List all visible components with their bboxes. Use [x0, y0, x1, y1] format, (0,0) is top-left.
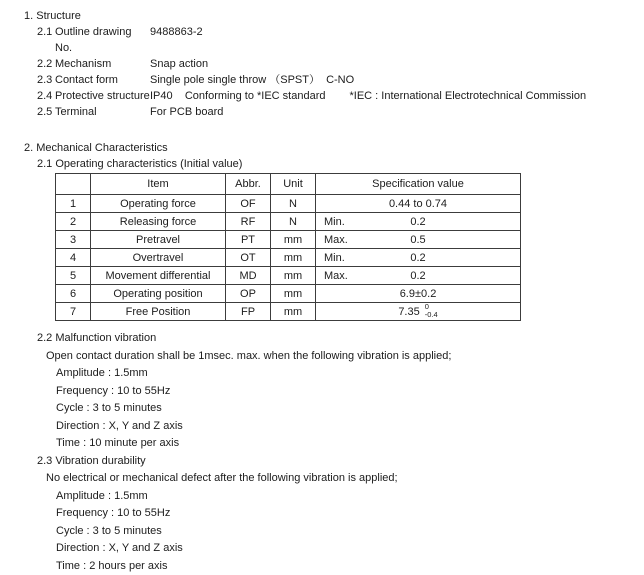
cell-spec [316, 285, 521, 303]
spec-value: 0.2 [410, 270, 425, 282]
cell-spec [316, 249, 521, 267]
table-row [56, 213, 521, 231]
tolerance-upper: 0 [425, 303, 429, 311]
table-row [56, 267, 521, 285]
structure-heading: 1. Structure [24, 8, 644, 24]
tolerance-lower: -0.4 [425, 311, 438, 319]
cell-unit: N [271, 213, 316, 231]
structure-item-contact-form [24, 72, 644, 88]
item-label: Contact form [55, 72, 150, 88]
table-row [56, 303, 521, 321]
cell-abbr: FP [226, 303, 271, 321]
item-number: 2.1 [37, 24, 55, 40]
vibration-spec-line: Cycle : 3 to 5 minutes [56, 523, 644, 541]
cell-unit: mm [271, 231, 316, 249]
cell-no: 2 [56, 213, 91, 231]
header-abbr: Abbr. [226, 174, 271, 195]
cell-spec [316, 231, 521, 249]
cell-no: 5 [56, 267, 91, 285]
cell-item: Overtravel [91, 249, 226, 267]
structure-item-outline-drawing [24, 24, 644, 56]
vibration-spec-line: Amplitude : 1.5mm [56, 365, 644, 383]
item-note: *IEC : International Electrotechnical Commission [349, 88, 586, 104]
cell-item: Pretravel [91, 231, 226, 249]
cell-unit: mm [271, 303, 316, 321]
vibration-sections [24, 330, 644, 575]
cell-item: Free Position [91, 303, 226, 321]
item-number: 2.2 [37, 56, 55, 72]
structure-item-protective-structure [24, 88, 644, 104]
vibration-spec-line: Direction : X, Y and Z axis [56, 540, 644, 558]
item-value: For PCB board [150, 104, 223, 120]
item-value: Single pole single throw （SPST） C-NO [150, 72, 354, 88]
cell-abbr: OT [226, 249, 271, 267]
cell-no: 3 [56, 231, 91, 249]
item-number: 2.5 [37, 104, 55, 120]
cell-no: 1 [56, 195, 91, 213]
structure-list [24, 24, 644, 120]
cell-unit: N [271, 195, 316, 213]
spec-limit: Max. [324, 234, 348, 246]
header-item: Item [91, 174, 226, 195]
spec-value: 0.2 [410, 252, 425, 264]
spec-value: 6.9±0.2 [400, 288, 437, 300]
item-number: 2.3 [37, 72, 55, 88]
operating-characteristics-heading: 2.1 Operating characteristics (Initial value) [37, 156, 644, 172]
cell-abbr: OF [226, 195, 271, 213]
table-header-row [56, 174, 521, 195]
tolerance-stack [425, 303, 438, 319]
spec-limit: Min. [324, 216, 345, 228]
cell-unit: mm [271, 285, 316, 303]
item-number: 2.4 [37, 88, 55, 104]
cell-abbr: OP [226, 285, 271, 303]
cell-abbr: RF [226, 213, 271, 231]
cell-no: 4 [56, 249, 91, 267]
cell-item: Releasing force [91, 213, 226, 231]
item-label: Mechanism [55, 56, 150, 72]
cell-unit: mm [271, 267, 316, 285]
malfunction-vibration-intro: Open contact duration shall be 1msec. max. when the following vibration is applied; [46, 348, 644, 366]
malfunction-vibration-heading: 2.2 Malfunction vibration [37, 330, 644, 348]
cell-unit: mm [271, 249, 316, 267]
structure-item-terminal [24, 104, 644, 120]
table-row [56, 285, 521, 303]
operating-characteristics-table [55, 173, 521, 321]
spec-value: 0.44 to 0.74 [389, 198, 447, 210]
table-row [56, 249, 521, 267]
vibration-spec-line: Direction : X, Y and Z axis [56, 418, 644, 436]
item-value: Snap action [150, 56, 208, 72]
header-spec: Specification value [316, 174, 521, 195]
cell-item: Operating position [91, 285, 226, 303]
cell-no: 6 [56, 285, 91, 303]
cell-spec [316, 195, 521, 213]
vibration-spec-line: Frequency : 10 to 55Hz [56, 383, 644, 401]
vibration-spec-line: Frequency : 10 to 55Hz [56, 505, 644, 523]
spec-limit: Min. [324, 252, 345, 264]
item-label: Outline drawing No. [55, 24, 150, 56]
header-unit: Unit [271, 174, 316, 195]
item-value: 9488863-2 [150, 24, 203, 40]
table-row [56, 231, 521, 249]
vibration-spec-line: Cycle : 3 to 5 minutes [56, 400, 644, 418]
header-no [56, 174, 91, 195]
spec-value: 7.35 [398, 305, 419, 317]
cell-spec [316, 267, 521, 285]
mechanical-characteristics-heading: 2. Mechanical Characteristics [24, 140, 644, 156]
vibration-spec-line: Amplitude : 1.5mm [56, 488, 644, 506]
vibration-durability-heading: 2.3 Vibration durability [37, 453, 644, 471]
cell-spec [316, 213, 521, 231]
table-row [56, 195, 521, 213]
item-label: Terminal [55, 104, 150, 120]
cell-item: Operating force [91, 195, 226, 213]
structure-item-mechanism [24, 56, 644, 72]
vibration-spec-line: Time : 2 hours per axis [56, 558, 644, 575]
spec-limit: Max. [324, 270, 348, 282]
item-label: Protective structure [55, 88, 150, 104]
cell-abbr: PT [226, 231, 271, 249]
spec-value: 0.5 [410, 234, 425, 246]
cell-spec [316, 303, 521, 321]
cell-abbr: MD [226, 267, 271, 285]
vibration-spec-line: Time : 10 minute per axis [56, 435, 644, 453]
item-value: IP40 Conforming to *IEC standard [150, 88, 325, 104]
cell-no: 7 [56, 303, 91, 321]
vibration-durability-intro: No electrical or mechanical defect after the following vibration is applied; [46, 470, 644, 488]
cell-item: Movement differential [91, 267, 226, 285]
spec-value: 0.2 [410, 216, 425, 228]
